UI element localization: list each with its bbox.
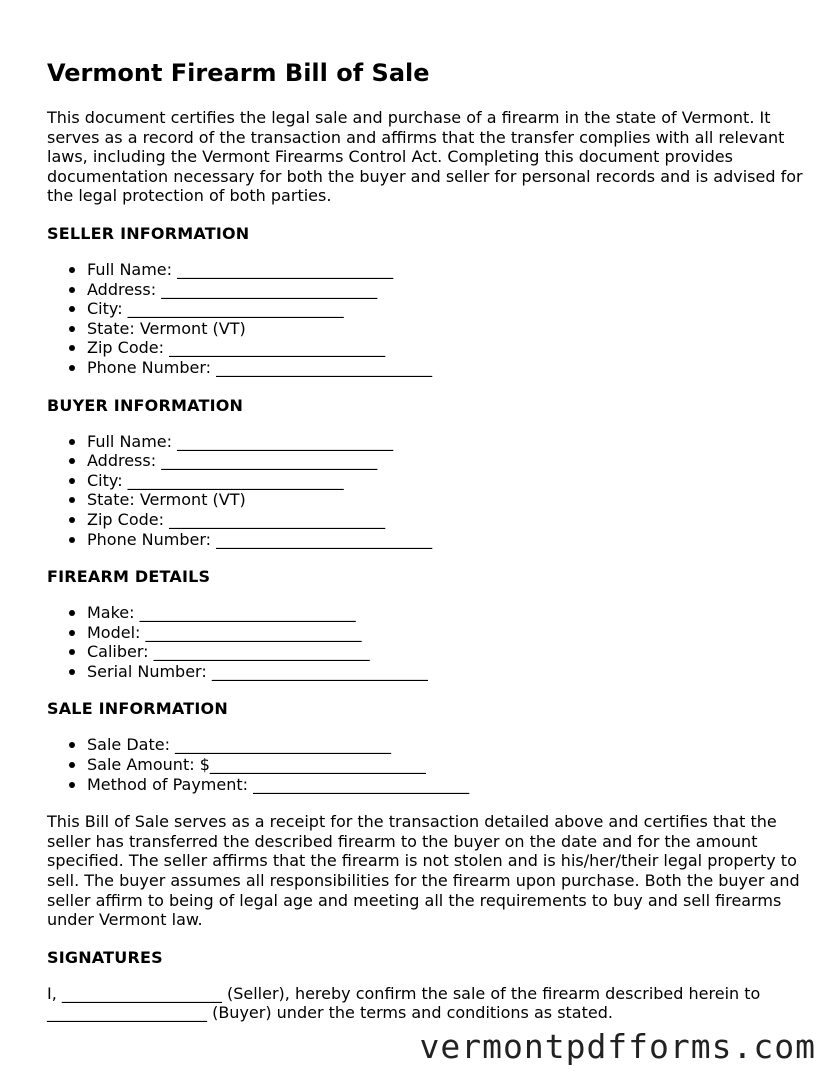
list-item: Phone Number: ___________________________ — [47, 530, 807, 550]
page-title: Vermont Firearm Bill of Sale — [47, 59, 430, 87]
list-item: Full Name: ___________________________ — [47, 260, 807, 280]
list-item: Zip Code: ___________________________ — [47, 338, 807, 358]
list-item: Address: ___________________________ — [47, 451, 807, 471]
firearm-list — [47, 603, 807, 681]
signature-statement: I, ____________________ (Seller), hereby confirm the sale of the firearm described herein to ____________________ (Buyer) under the terms and conditions as stated. — [47, 983, 761, 1023]
firearm-section — [47, 567, 807, 681]
signatures-heading: SIGNATURES — [47, 947, 163, 967]
sale-section — [47, 699, 807, 794]
document-page — [47, 58, 807, 1023]
list-item: City: ___________________________ — [47, 471, 807, 491]
list-item: State: Vermont (VT) — [47, 319, 807, 339]
list-item: Caliber: ___________________________ — [47, 642, 807, 662]
buyer-list — [47, 432, 807, 550]
list-item: Address: ___________________________ — [47, 280, 807, 300]
seller-list — [47, 260, 807, 378]
list-item: Method of Payment: ___________________________ — [47, 775, 807, 795]
seller-section — [47, 224, 807, 378]
list-item: Model: ___________________________ — [47, 623, 807, 643]
list-item: Phone Number: ___________________________ — [47, 358, 807, 378]
buyer-section — [47, 396, 807, 550]
list-item: Make: ___________________________ — [47, 603, 807, 623]
intro-paragraph: This document certifies the legal sale and purchase of a firearm in the state of Vermont. It serves as a record of the transaction and affirms that the transfer complies with all relevant laws, including the Vermont Firearms Control Act. Completing this document provides documentation necessary for both the buyer and seller for personal records and is advised for the legal protection of both parties. — [47, 108, 803, 206]
buyer-heading: BUYER INFORMATION — [47, 395, 244, 415]
sale-heading: SALE INFORMATION — [47, 699, 228, 719]
firearm-heading: FIREARM DETAILS — [47, 567, 211, 587]
list-item: Serial Number: ___________________________ — [47, 662, 807, 682]
seller-heading: SELLER INFORMATION — [47, 223, 250, 243]
list-item: State: Vermont (VT) — [47, 490, 807, 510]
list-item: Zip Code: ___________________________ — [47, 510, 807, 530]
watermark: vermontpdfforms.com — [419, 1027, 816, 1066]
signatures-section — [47, 948, 807, 1023]
sale-list — [47, 735, 807, 794]
list-item: City: ___________________________ — [47, 299, 807, 319]
list-item: Sale Amount: $___________________________ — [47, 755, 807, 775]
list-item: Sale Date: ___________________________ — [47, 735, 807, 755]
list-item: Full Name: ___________________________ — [47, 432, 807, 452]
closing-paragraph: This Bill of Sale serves as a receipt for the transaction detailed above and certifies that the seller has transferred the described firearm to the buyer on the date and for the amount specified. The seller affirms that the firearm is not stolen and is his/her/their legal property to sell. The buyer assumes all responsibilities for the firearm upon purchase. Both the buyer and seller affirm to being of legal age and meeting all the requirements to buy and sell firearms under Vermont law. — [47, 812, 800, 930]
